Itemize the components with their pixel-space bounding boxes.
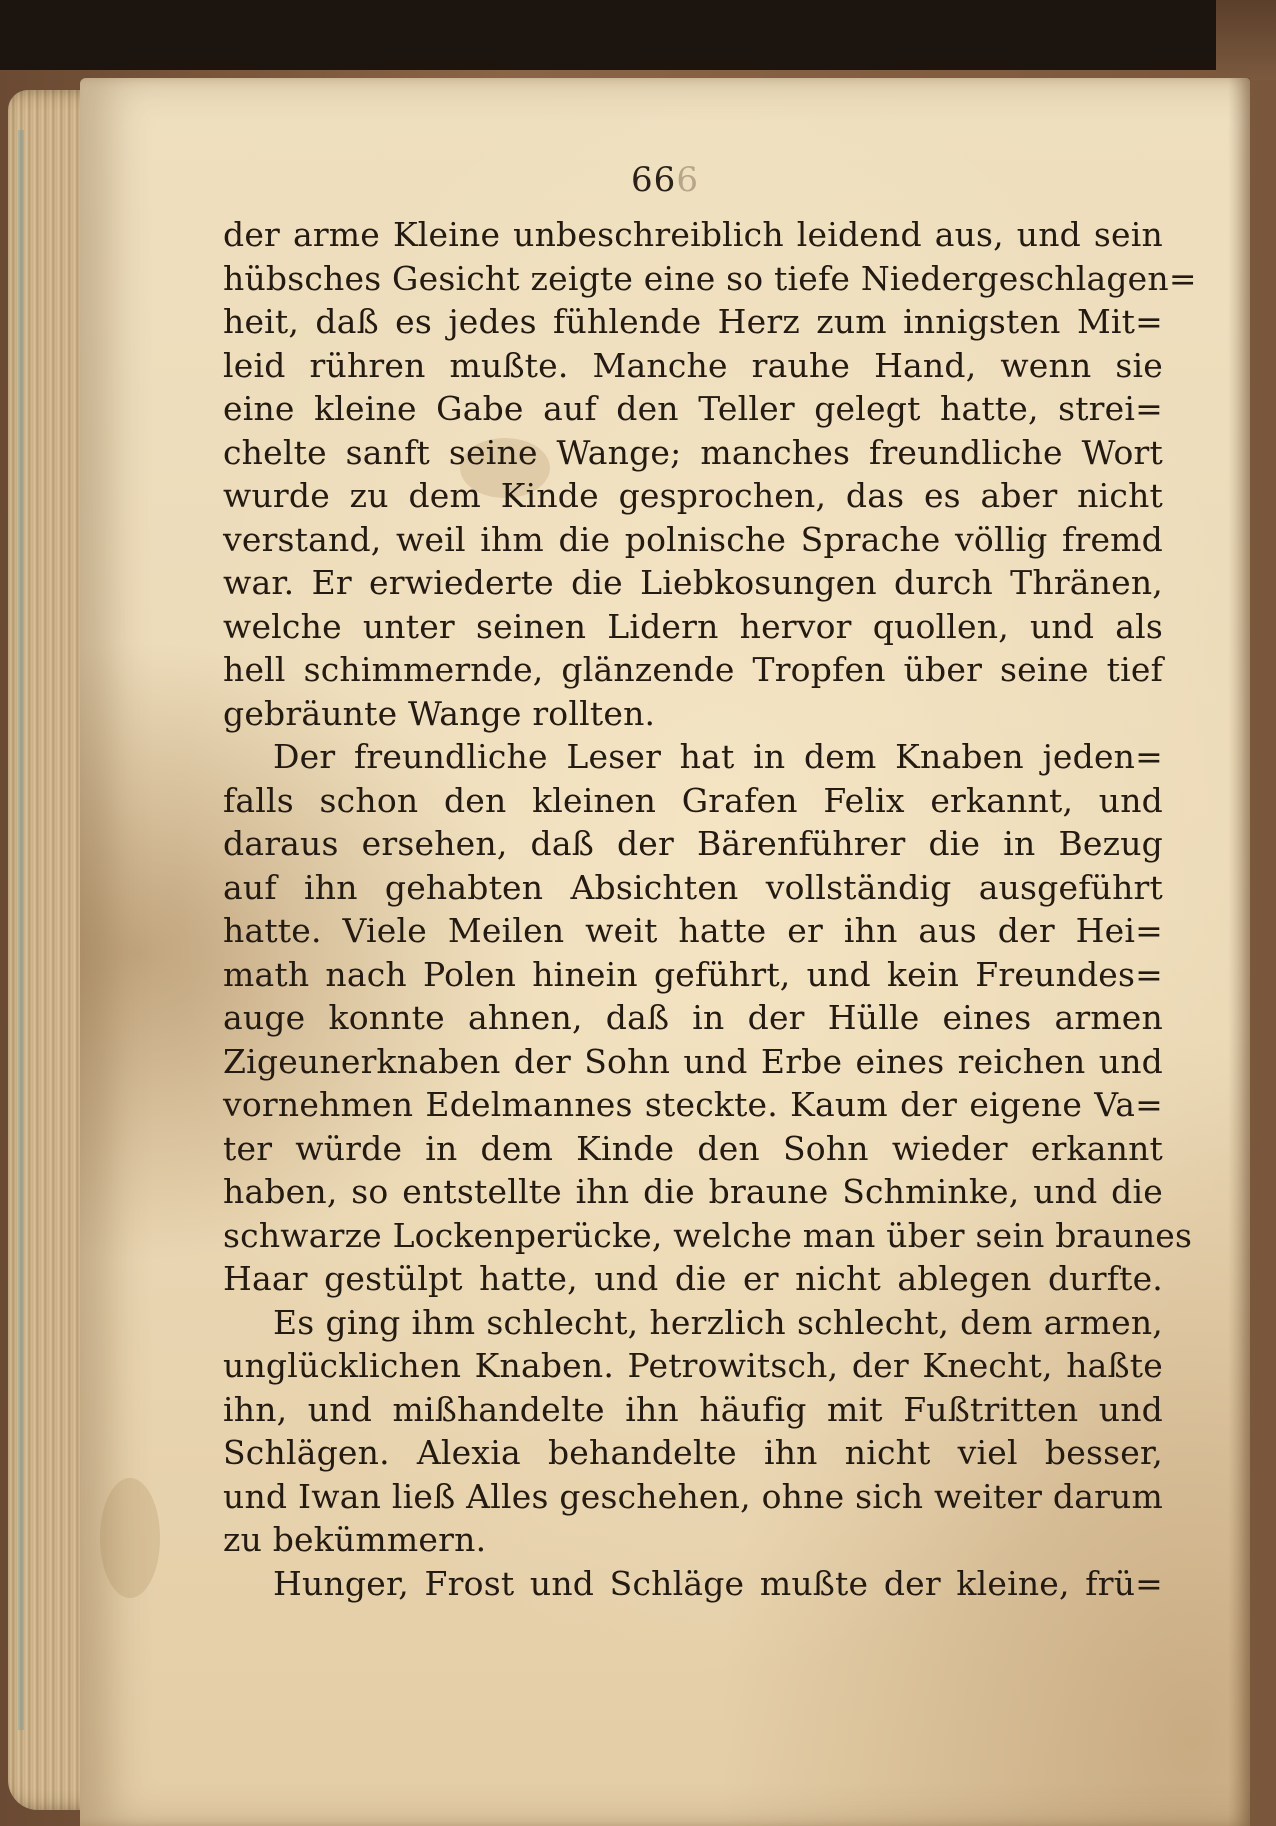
text-line: hell schimmernde, glänzende Tropfen über seine tief xyxy=(223,650,1163,689)
text-line: ihn, und mißhandelte ihn häufig mit Fußtritten und xyxy=(223,1389,1163,1429)
page-number-value: 66 xyxy=(631,160,677,200)
text-line: hübsches Gesicht zeigte eine so tiefe Niedergeschlagen= xyxy=(223,258,1197,298)
text-line: leid rühren mußte. Manche rauhe Hand, wenn sie xyxy=(223,345,1163,385)
text-line: Es ging ihm schlecht, herzlich schlecht, dem armen, xyxy=(273,1302,1163,1342)
text-line: auge konnte ahnen, daß in der Hülle eines armen xyxy=(223,998,1163,1037)
text-line: daraus ersehen, daß der Bärenführer die in Bezug xyxy=(223,824,1163,863)
text-line: haben, so entstellte ihn die braune Schminke, und die xyxy=(223,1172,1163,1211)
page-edge-shadow xyxy=(1228,78,1250,1826)
text-line: wurde zu dem Kinde gesprochen, das es aber nicht xyxy=(223,476,1163,515)
text-line: war. Er erwiederte die Liebkosungen durch Thränen, xyxy=(223,563,1163,602)
page-number-mark: 6 xyxy=(676,160,699,200)
text-line: verstand, weil ihm die polnische Sprache völlig fremd xyxy=(223,519,1163,559)
text-line: hatte. Viele Meilen weit hatte er ihn aus der Hei= xyxy=(223,911,1163,950)
text-line: vornehmen Edelmannes steckte. Kaum der eigene Va= xyxy=(223,1085,1163,1124)
text-line: welche unter seinen Lidern hervor quollen, und als xyxy=(223,606,1163,646)
text-line: math nach Polen hinein geführt, und kein Freundes= xyxy=(223,954,1163,994)
text-line: auf ihn gehabten Absichten vollständig ausgeführt xyxy=(223,867,1163,907)
text-line: schwarze Lockenperücke, welche man über sein braunes xyxy=(223,1215,1193,1255)
text-line: zu bekümmern. xyxy=(223,1520,487,1559)
text-line: chelte sanft seine Wange; manches freundliche Wort xyxy=(223,432,1163,472)
text-line: eine kleine Gabe auf den Teller gelegt hatte, strei= xyxy=(223,389,1163,428)
text-line: ter würde in dem Kinde den Sohn wieder erkannt xyxy=(223,1128,1163,1168)
text-line: gebräunte Wange rollten. xyxy=(223,693,656,733)
text-line: der arme Kleine unbeschreiblich leidend aus, und sein xyxy=(223,215,1163,254)
text-line: Hunger, Frost und Schläge mußte der kleine, frü= xyxy=(273,1563,1163,1603)
text-line: Haar gestülpt hatte, und die er nicht ablegen durfte. xyxy=(223,1259,1163,1298)
text-line: Zigeunerknaben der Sohn und Erbe eines reichen und xyxy=(223,1041,1163,1081)
body-text xyxy=(223,213,1197,1605)
book-cover-corner xyxy=(1216,0,1276,80)
text-line: Der freundliche Leser hat in dem Knaben jeden= xyxy=(273,737,1163,776)
page-number xyxy=(80,160,1250,200)
text-line: und Iwan ließ Alles geschehen, ohne sich weiter darum xyxy=(223,1476,1163,1516)
text-line: heit, daß es jedes fühlende Herz zum innigsten Mit= xyxy=(223,302,1163,341)
book-page xyxy=(80,78,1250,1826)
text-line: Schlägen. Alexia behandelte ihn nicht viel besser, xyxy=(223,1433,1163,1472)
text-line: falls schon den kleinen Grafen Felix erkannt, und xyxy=(223,780,1163,820)
paper-stain xyxy=(100,1478,160,1598)
text-line: unglücklichen Knaben. Petrowitsch, der Knecht, haßte xyxy=(223,1346,1163,1385)
